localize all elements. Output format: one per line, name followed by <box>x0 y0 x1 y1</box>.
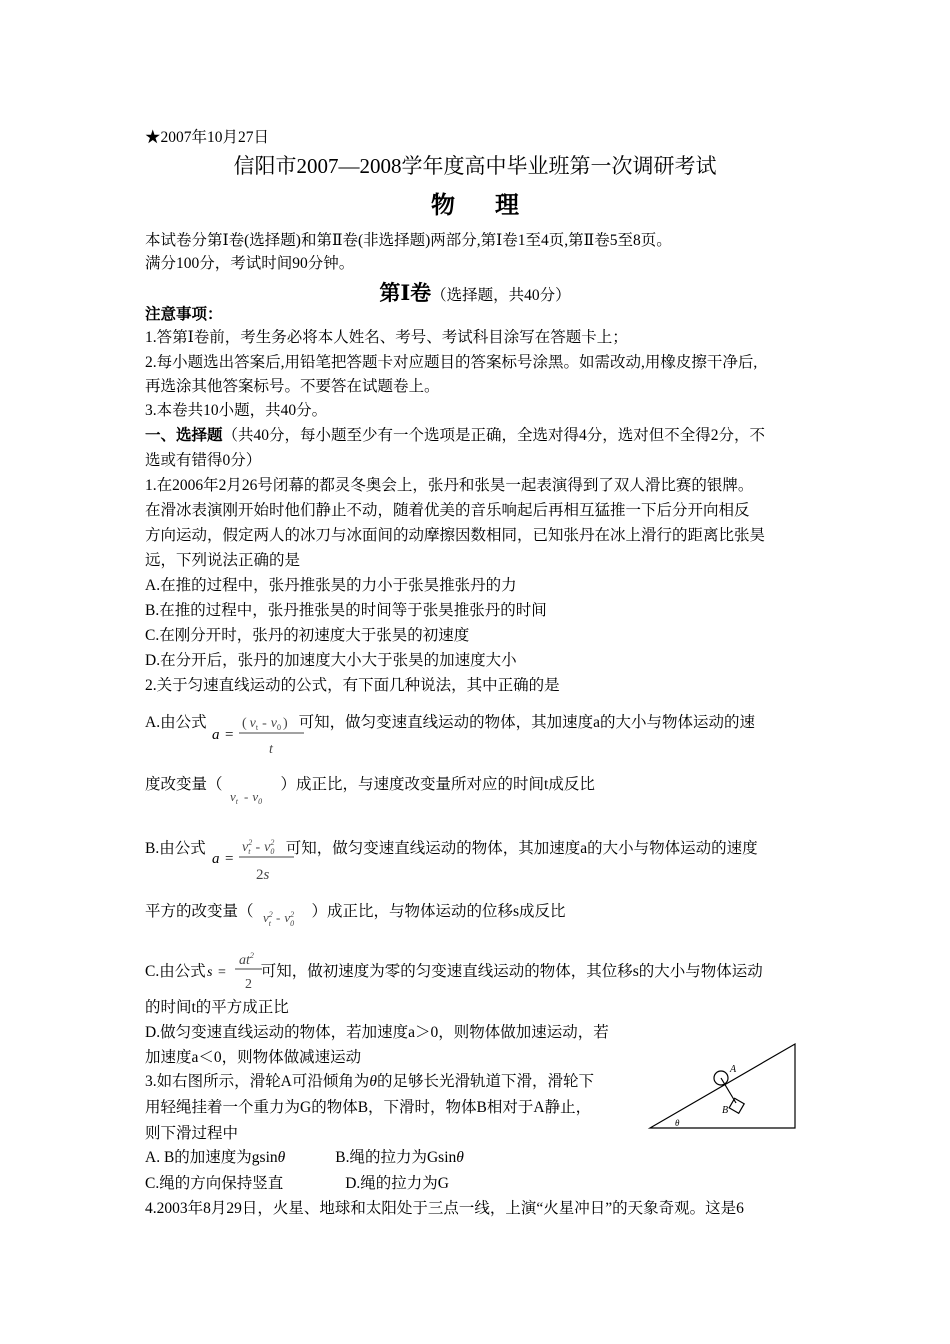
q1-option-b: B.在推的过程中，张丹推张昊的时间等于张昊推张丹的时间 <box>145 602 547 619</box>
q2-c-suffix: 可知，做初速度为零的匀变速直线运动的物体，其位移s的大小与物体运动 <box>260 963 763 980</box>
q1-line-2: 在滑冰表演刚开始时他们静止不动，随着优美的音乐响起后再相互猛推一下后分开向相反 <box>145 502 750 519</box>
svg-text:(vt-v0): ( $v_t - v_0$ ) <box>242 716 288 732</box>
notes-heading: 注意事项： <box>145 306 223 323</box>
q1-line-4: 远，下列说法正确的是 <box>145 552 301 569</box>
q3-l1-prefix: 3.如右图所示，滑轮A可沿倾角为 <box>145 1073 370 1090</box>
q1-option-d: D.在分开后，张丹的加速度大小大于张昊的加速度大小 <box>145 652 517 669</box>
section-1-desc-b: 选或有错得0分） <box>145 452 262 469</box>
part-1-heading <box>0 277 950 307</box>
svg-text:a: a <box>212 727 220 743</box>
q2-b-line2-prefix: 平方的改变量（ <box>145 903 254 920</box>
q3-l1-suffix: 的足够长光滑轨道下滑，滑轮下 <box>376 1073 594 1090</box>
q2-a-suffix: 可知，做匀变速直线运动的物体，其加速度a的大小与物体运动的速 <box>298 714 755 731</box>
formula-c-fraction <box>207 946 267 996</box>
q3-line-2: 用轻绳挂着一个重力为G的物体B，下滑时，物体B相对于A静止， <box>145 1099 592 1116</box>
q3-line-1 <box>145 1072 594 1092</box>
svg-text:2s: 2s <box>256 867 270 883</box>
svg-text:v2t-v20: $v^2$ t - $v^2$ 0 <box>242 838 275 856</box>
svg-text:=: = <box>218 965 226 980</box>
q3-option-d: D.绳的拉力为G <box>345 1175 449 1192</box>
svg-text:v2t-v20: $v^2$ t - $v^2$ 0 <box>263 910 295 928</box>
q3-option-b: B.绳的拉力为Gsinθ <box>335 1149 464 1166</box>
svg-text:=: = <box>225 727 234 743</box>
q2-a-line2-suffix: ）成正比，与速度改变量所对应的时间t成反比 <box>280 776 595 793</box>
formula-b-fraction <box>212 832 297 886</box>
q2-a-line2-prefix: 度改变量（ <box>145 776 223 793</box>
q3-theta: θ <box>369 1073 377 1090</box>
svg-text:=: = <box>225 851 234 867</box>
exam-title: 信阳市2007—2008学年度高中毕业班第一次调研考试 <box>233 154 717 178</box>
block-b <box>729 1098 744 1113</box>
q2-option-d-line-1: D.做匀变速直线运动的物体，若加速度a＞0，则物体做加速运动，若 <box>145 1024 609 1041</box>
q2-b-suffix: 可知，做匀变速直线运动的物体，其加速度a的大小与物体运动的速度 <box>285 840 758 857</box>
q1-option-c: C.在刚分开时，张丹的初速度大于张昊的初速度 <box>145 627 470 644</box>
q1-line-3: 方向运动，假定两人的冰刀与冰面间的动摩擦因数相同，已知张丹在冰上滑行的距离比张昊 <box>145 527 766 544</box>
q2-option-a-line-2 <box>145 775 595 795</box>
q4-line-1: 4.2003年8月29日，火星、地球和太阳处于三点一线，上演“火星冲日”的天象奇观。这是6 <box>145 1200 744 1217</box>
formula-vt2-minus-v02 <box>261 908 319 932</box>
q3-options-cd <box>145 1174 449 1194</box>
svg-text:vt-v0: $v_t - v_0$ <box>230 789 263 806</box>
q2-b-prefix: B.由公式 <box>145 840 206 857</box>
note-2b: 再选涂其他答案标号。不要答在试题卷上。 <box>145 378 440 395</box>
label-b: B <box>722 1105 729 1116</box>
intro-line-1: 本试卷分第Ⅰ卷(选择题)和第Ⅱ卷(非选择题)两部分,第Ⅰ卷1至4页,第Ⅱ卷5至8页。 <box>145 232 672 249</box>
svg-text:t: t <box>269 742 273 757</box>
svg-text:2: 2 <box>245 977 252 992</box>
q1-line-1: 1.在2006年2月26号闭幕的都灵冬奥会上，张丹和张昊一起表演得到了双人滑比赛的银牌。 <box>145 477 754 494</box>
formula-a-fraction <box>212 708 307 760</box>
part-1-title: 第Ⅰ卷 <box>379 281 432 305</box>
q2-a-prefix: A.由公式 <box>145 714 207 731</box>
incline-figure <box>645 1040 805 1135</box>
intro-line-2: 满分100分，考试时间90分钟。 <box>145 255 355 272</box>
q2-stem: 2.关于匀速直线运动的公式，有下面几种说法，其中正确的是 <box>145 677 560 694</box>
subject-title: 物理 <box>431 193 559 219</box>
section-1-heading-line <box>145 426 765 446</box>
formula-vt-minus-v0 <box>228 786 283 806</box>
section-1-heading: 一、选择题 <box>145 427 223 444</box>
section-1-desc: （共40分，每小题至少有一个选项是正确，全选对得4分，选对但不全得2分，不 <box>222 427 766 444</box>
q2-b-line2-suffix: ）成正比，与物体运动的位移s成反比 <box>311 903 566 920</box>
q3-option-a: A. B的加速度为gsinθ <box>145 1149 286 1166</box>
label-theta: θ <box>675 1118 680 1128</box>
q2-option-b-line-2 <box>145 902 566 922</box>
q2-c-prefix: C.由公式 <box>145 963 206 980</box>
note-1: 1.答第Ⅰ卷前，考生务必将本人姓名、考号、考试科目涂写在答题卡上； <box>145 329 628 346</box>
q3-options-ab <box>145 1148 464 1168</box>
svg-text:s: s <box>207 965 213 980</box>
note-2a: 2.每小题选出答案后,用铅笔把答题卡对应题目的答案标号涂黑。如需改动,用橡皮擦干净后, <box>145 354 758 371</box>
exam-date: ★2007年10月27日 <box>145 129 270 146</box>
q2-option-d-line-2: 加速度a＜0，则物体做减速运动 <box>145 1049 362 1066</box>
label-a: A <box>730 1064 737 1075</box>
svg-text:a: a <box>212 851 220 867</box>
q3-line-3: 则下滑过程中 <box>145 1125 239 1142</box>
svg-text:at2: $at^2$ <box>239 951 254 968</box>
q2-option-c-line-2: 的时间t的平方成正比 <box>145 999 289 1016</box>
q3-option-c: C.绳的方向保持竖直 <box>145 1175 284 1192</box>
note-3: 3.本卷共10小题，共40分。 <box>145 402 328 419</box>
part-1-subtitle: （选择题，共40分） <box>431 287 571 304</box>
q1-option-a: A.在推的过程中，张丹推张昊的力小于张昊推张丹的力 <box>145 577 517 594</box>
